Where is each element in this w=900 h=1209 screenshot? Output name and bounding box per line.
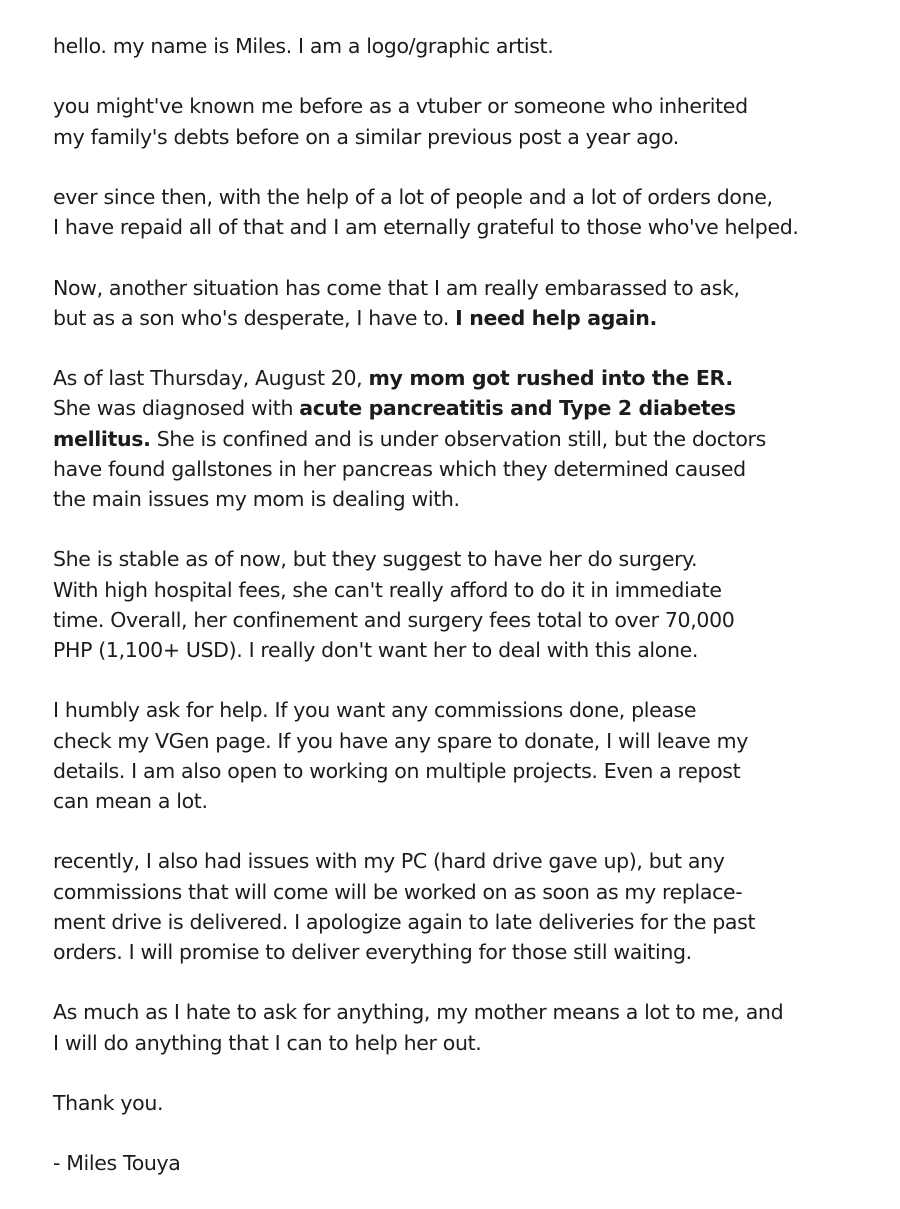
bold-text: my mom got rushed into the ER. bbox=[368, 366, 733, 391]
paragraph bbox=[53, 544, 883, 665]
text-segment: PHP (1,100+ USD). I really don't want her to deal with this alone. bbox=[53, 637, 699, 662]
text-segment: I will do anything that I can to help her out. bbox=[53, 1030, 482, 1055]
text-segment: Thank you. bbox=[53, 1090, 164, 1115]
bold-text: acute pancreatitis and Type 2 diabetes bbox=[299, 396, 736, 421]
text-segment: ever since then, with the help of a lot of people and a lot of orders done, bbox=[53, 184, 773, 209]
text-segment: commissions that will come will be worked on as soon as my replace- bbox=[53, 879, 743, 904]
text-line bbox=[53, 544, 883, 574]
text-line bbox=[53, 1028, 883, 1058]
text-line bbox=[53, 726, 883, 756]
text-line bbox=[53, 1148, 883, 1178]
text-segment: She is stable as of now, but they suggest to have her do surgery. bbox=[53, 547, 698, 572]
paragraph bbox=[53, 695, 883, 816]
text-line bbox=[53, 424, 883, 454]
text-segment: check my VGen page. If you have any spare to donate, I will leave my bbox=[53, 728, 749, 753]
text-line bbox=[53, 907, 883, 937]
text-segment: Now, another situation has come that I am really embarassed to ask, bbox=[53, 275, 740, 300]
text-line bbox=[53, 122, 883, 152]
text-segment: but as a son who's desperate, I have to. bbox=[53, 305, 456, 330]
text-segment: can mean a lot. bbox=[53, 788, 208, 813]
text-segment: time. Overall, her confinement and surgery fees total to over 70,000 bbox=[53, 607, 735, 632]
text-segment: She was diagnosed with bbox=[53, 396, 300, 421]
paragraph bbox=[53, 846, 883, 967]
text-segment: orders. I will promise to deliver everything for those still waiting. bbox=[53, 939, 692, 964]
text-line bbox=[53, 877, 883, 907]
text-line bbox=[53, 786, 883, 816]
text-segment: have found gallstones in her pancreas which they determined caused bbox=[53, 456, 746, 481]
paragraph bbox=[53, 1088, 883, 1118]
text-line bbox=[53, 363, 883, 393]
text-line bbox=[53, 212, 883, 242]
text-segment: details. I am also open to working on multiple projects. Even a repost bbox=[53, 758, 741, 783]
paragraph bbox=[53, 31, 883, 61]
text-segment: I humbly ask for help. If you want any commissions done, please bbox=[53, 698, 697, 723]
text-segment: hello. my name is Miles. I am a logo/graphic artist. bbox=[53, 34, 554, 58]
text-line bbox=[53, 1088, 883, 1118]
text-line bbox=[53, 635, 883, 665]
text-line bbox=[53, 182, 883, 212]
text-segment: - Miles Touya bbox=[53, 1151, 181, 1176]
paragraph bbox=[53, 997, 883, 1057]
text-segment: recently, I also had issues with my PC (hard drive gave up), but any bbox=[53, 849, 725, 874]
text-line bbox=[53, 393, 883, 423]
text-segment: the main issues my mom is dealing with. bbox=[53, 486, 460, 511]
text-segment: As much as I hate to ask for anything, my mother means a lot to me, and bbox=[53, 1000, 784, 1025]
text-line bbox=[53, 605, 883, 635]
text-line bbox=[53, 484, 883, 514]
text-segment: ment drive is delivered. I apologize again to late deliveries for the past bbox=[53, 909, 756, 934]
bold-text: I need help again. bbox=[455, 305, 657, 330]
text-line bbox=[53, 273, 883, 303]
text-segment: I have repaid all of that and I am eternally grateful to those who've helped. bbox=[53, 215, 799, 240]
text-line bbox=[53, 575, 883, 605]
bold-text: mellitus. bbox=[53, 426, 151, 451]
text-line bbox=[53, 91, 883, 121]
text-line bbox=[53, 454, 883, 484]
paragraph bbox=[53, 91, 883, 151]
text-line bbox=[53, 303, 883, 333]
paragraph bbox=[53, 273, 883, 333]
text-line bbox=[53, 846, 883, 876]
text-segment: As of last Thursday, August 20, bbox=[53, 366, 369, 391]
text-segment: you might've known me before as a vtuber or someone who inherited bbox=[53, 94, 748, 119]
text-line bbox=[53, 756, 883, 786]
text-line bbox=[53, 997, 883, 1027]
letter-body bbox=[53, 31, 883, 1209]
paragraph bbox=[53, 1148, 883, 1178]
text-segment: my family's debts before on a similar previous post a year ago. bbox=[53, 124, 679, 149]
text-line bbox=[53, 31, 883, 61]
paragraph bbox=[53, 182, 883, 242]
text-segment: She is confined and is under observation still, but the doctors bbox=[150, 426, 766, 451]
paragraph bbox=[53, 363, 883, 514]
text-line bbox=[53, 937, 883, 967]
text-segment: With high hospital fees, she can't really afford to do it in immediate bbox=[53, 577, 722, 602]
text-line bbox=[53, 695, 883, 725]
